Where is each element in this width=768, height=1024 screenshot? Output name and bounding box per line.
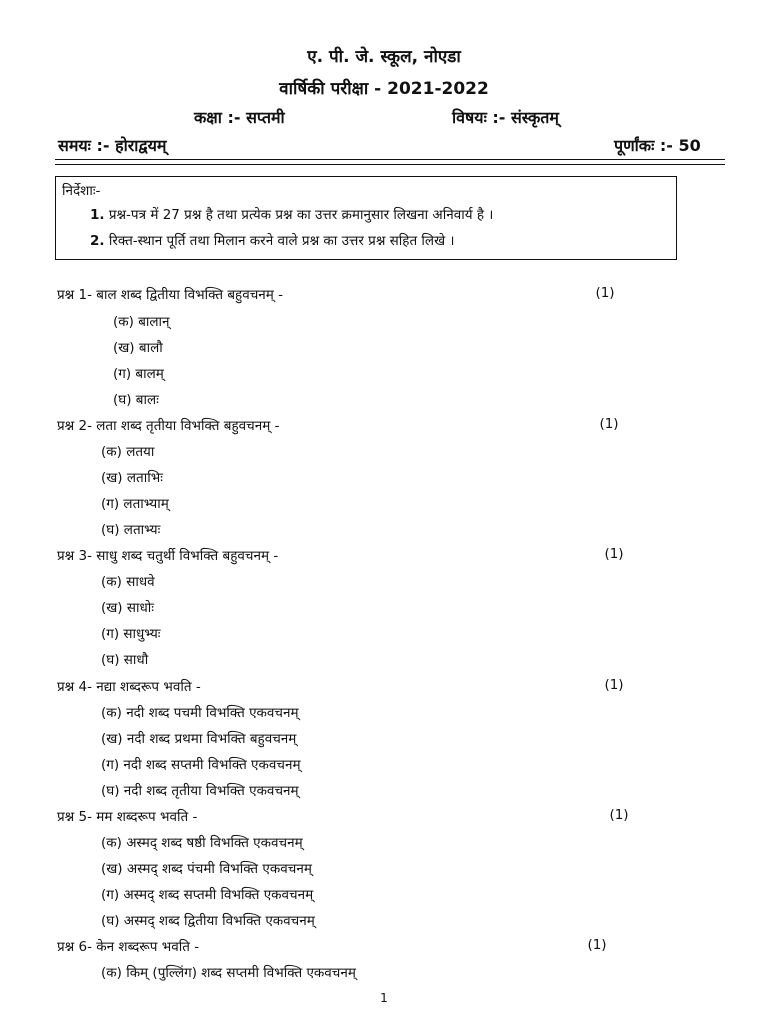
question-marks: (1): [604, 546, 624, 562]
school-name: ए. पी. जे. स्कूल, नोएडा: [307, 47, 461, 67]
instructions-title: निर्देशाः-: [62, 183, 101, 199]
instruction-text: प्रश्न-पत्र में 27 प्रश्न है तथा प्रत्येक प्रश्न का उत्तर क्रमानुसार लिखना अनिवार्य है ।: [108, 207, 494, 223]
option-item: (ख) बालौ: [113, 340, 163, 356]
option-item: (घ) साधौ: [101, 652, 149, 668]
option-item: (क) नदी शब्द पचमी विभक्ति एकवचनम्: [101, 705, 299, 721]
subject-label: विषयः :- संस्कृतम्: [452, 108, 559, 127]
question-marks: (1): [604, 677, 624, 693]
option-item: (घ) नदी शब्द तृतीया विभक्ति एकवचनम्: [101, 783, 299, 799]
option-item: (ख) साधोः: [101, 600, 155, 616]
option-item: (ख) नदी शब्द प्रथमा विभक्ति बहुवचनम्: [101, 731, 297, 747]
option-item: (क) अस्मद् शब्द षष्ठी विभक्ति एकवचनम्: [101, 835, 303, 851]
header-divider-bottom: [55, 164, 725, 165]
question-marks: (1): [609, 807, 629, 823]
option-item: (घ) बालः: [113, 392, 159, 408]
option-item: (क) लतया: [101, 444, 155, 460]
question-text: प्रश्न 3- साधु शब्द चतुर्थी विभक्ति बहुवचनम् -: [57, 548, 279, 564]
question-text: प्रश्न 1- बाल शब्द द्वितीया विभक्ति बहुवचनम् -: [57, 287, 284, 303]
page-number: 1: [380, 991, 388, 1005]
exam-title: वार्षिकी परीक्षा - 2021-2022: [279, 79, 489, 99]
option-item: (ग) लताभ्याम्: [101, 496, 169, 512]
option-item: (घ) अस्मद् शब्द द्वितीया विभक्ति एकवचनम्: [101, 913, 315, 929]
option-item: (ग) बालम्: [113, 366, 164, 382]
question-marks: (1): [587, 937, 607, 953]
instruction-number: 1.: [90, 207, 105, 223]
option-item: (क) किम् (पुल्लिंग) शब्द सप्तमी विभक्ति एकवचनम्: [101, 965, 356, 981]
option-item: (घ) लताभ्यः: [101, 522, 161, 538]
time-label: समयः :- होराद्वयम्: [58, 136, 167, 155]
question-text: प्रश्न 2- लता शब्द तृतीया विभक्ति बहुवचनम् -: [57, 418, 280, 434]
question-text: प्रश्न 6- केन शब्दरूप भवति -: [57, 939, 200, 955]
option-item: (ख) लताभिः: [101, 470, 163, 486]
question-marks: (1): [599, 416, 619, 432]
option-item: (ग) साधुभ्यः: [101, 626, 161, 642]
instruction-number: 2.: [90, 233, 105, 249]
class-label: कक्षा :- सप्तमी: [194, 108, 285, 127]
option-item: (क) साधवे: [101, 574, 155, 590]
question-marks: (1): [595, 285, 615, 301]
instruction-text: रिक्त-स्थान पूर्ति तथा मिलान करने वाले प्रश्न का उत्तर प्रश्न सहित लिखे ।: [108, 233, 455, 249]
option-item: (ग) अस्मद् शब्द सप्तमी विभक्ति एकवचनम्: [101, 887, 314, 903]
option-item: (क) बालान्: [113, 314, 170, 330]
option-item: (ख) अस्मद् शब्द पंचमी विभक्ति एकवचनम्: [101, 861, 312, 877]
option-item: (ग) नदी शब्द सप्तमी विभक्ति एकवचनम्: [101, 757, 301, 773]
max-marks-label: पूर्णांकः :- 50: [614, 136, 701, 155]
header-divider-top: [55, 159, 725, 160]
instruction-item: [90, 205, 493, 223]
instruction-item: [90, 231, 455, 249]
instructions-box: [55, 176, 677, 260]
question-text: प्रश्न 4- नद्या शब्दरूप भवति -: [57, 679, 201, 695]
question-text: प्रश्न 5- मम शब्दरूप भवति -: [57, 809, 198, 825]
